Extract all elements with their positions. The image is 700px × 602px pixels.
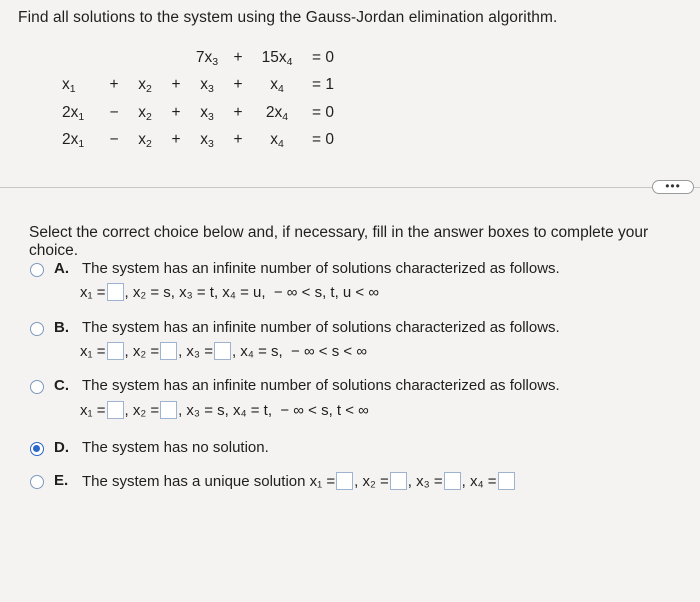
operator: + xyxy=(171,103,181,121)
term-x1: $x_1$ xyxy=(62,76,76,96)
choice-b-tail: , x₄ = s, − ∞ < s < ∞ xyxy=(231,342,368,360)
operator xyxy=(98,44,130,72)
choice-b-text: The system has an infinite number of solutions characterized as follows. xyxy=(82,319,560,336)
answer-box-e-x2[interactable] xyxy=(390,472,407,490)
question-text: Find all solutions to the system using the Gauss-Jordan elimination algorithm. xyxy=(18,9,558,26)
radio-d-selected[interactable] xyxy=(30,442,44,456)
operator: + xyxy=(233,103,243,121)
choice-c-tail: , x₃ = s, x₄ = t, − ∞ < s, t < ∞ xyxy=(178,401,369,419)
label-x1: x₁ = xyxy=(80,342,106,360)
answer-box-b-x2[interactable] xyxy=(160,342,177,360)
operator: + xyxy=(109,76,119,94)
term-x4: $x_4$ xyxy=(270,76,284,96)
label-x1: x₁ = xyxy=(80,283,106,301)
label-x2: , x₂ = xyxy=(354,472,389,490)
choice-e-letter: E. xyxy=(54,472,69,489)
choice-a-tail: , x₂ = s, x₃ = t, x₄ = u, − ∞ < s, t, u < ∞ xyxy=(124,283,380,301)
operator: + xyxy=(233,48,243,66)
equation-row xyxy=(56,99,362,127)
choice-c-expression xyxy=(80,401,369,419)
label-x3: , x₃ = xyxy=(178,342,213,360)
term-x1 xyxy=(56,44,98,72)
operator: + xyxy=(171,76,181,94)
choice-b-expression xyxy=(80,342,367,360)
label-x2: , x₂ = xyxy=(124,401,160,419)
radio-c[interactable] xyxy=(30,380,44,394)
radio-b[interactable] xyxy=(30,322,44,336)
choice-a-expression xyxy=(80,283,379,301)
answer-box-e-x1[interactable] xyxy=(336,472,353,490)
operator: + xyxy=(233,131,243,149)
label-x1: x₁ = xyxy=(80,401,106,419)
operator: − xyxy=(109,103,119,121)
term-x3: $7x_3$ xyxy=(195,48,219,68)
operator: + xyxy=(233,76,243,94)
instruction-text: Select the correct choice below and, if necessary, fill in the answer boxes to complete your choice. xyxy=(29,224,649,259)
answer-box-a-x1[interactable] xyxy=(107,283,124,301)
term-x2: $x_2$ xyxy=(138,131,152,151)
divider xyxy=(0,187,700,188)
answer-box-e-x4[interactable] xyxy=(498,472,515,490)
rhs: = 0 xyxy=(312,103,334,121)
term-x2 xyxy=(130,44,160,72)
equation-row xyxy=(56,72,362,100)
radio-e[interactable] xyxy=(30,475,44,489)
equation-row xyxy=(56,127,362,155)
rhs: = 0 xyxy=(312,48,334,66)
label-x2: , x₂ = xyxy=(124,342,160,360)
choice-d-text: The system has no solution. xyxy=(82,439,269,456)
choice-c-text: The system has an infinite number of solutions characterized as follows. xyxy=(82,377,560,394)
choice-a-letter: A. xyxy=(54,260,69,277)
equation-row xyxy=(56,44,362,72)
term-x4: $2x_4$ xyxy=(265,103,289,123)
choice-a-text: The system has an infinite number of solutions characterized as follows. xyxy=(82,260,560,277)
rhs: = 0 xyxy=(312,131,334,149)
operator: − xyxy=(109,131,119,149)
answer-box-e-x3[interactable] xyxy=(444,472,461,490)
choice-e-content xyxy=(82,472,516,490)
term-x1: $2x_1$ xyxy=(62,131,85,151)
choice-b-letter: B. xyxy=(54,319,69,336)
answer-box-c-x2[interactable] xyxy=(160,401,177,419)
choice-d-letter: D. xyxy=(54,439,69,456)
equation-system xyxy=(56,44,362,154)
choice-e-text: The system has a unique solution xyxy=(82,472,306,490)
label-x1: x₁ = xyxy=(309,472,336,490)
label-x4: , x₄ = xyxy=(461,472,497,490)
term-x4: $15x_4$ xyxy=(261,48,293,68)
rhs: = 1 xyxy=(312,76,334,94)
term-x3: $x_3$ xyxy=(200,131,214,151)
operator xyxy=(160,44,192,72)
answer-box-c-x1[interactable] xyxy=(107,401,124,419)
term-x2: $x_2$ xyxy=(138,76,152,96)
answer-box-b-x3[interactable] xyxy=(214,342,231,360)
term-x3: $x_3$ xyxy=(200,103,214,123)
term-x1: $2x_1$ xyxy=(62,103,85,123)
radio-a[interactable] xyxy=(30,263,44,277)
more-options-button[interactable]: ••• xyxy=(652,180,694,194)
operator: + xyxy=(171,131,181,149)
choice-c-letter: C. xyxy=(54,377,69,394)
term-x3: $x_3$ xyxy=(200,76,214,96)
answer-box-b-x1[interactable] xyxy=(107,342,124,360)
term-x2: $x_2$ xyxy=(138,103,152,123)
label-x3: , x₃ = xyxy=(407,472,443,490)
term-x4: $x_4$ xyxy=(270,131,284,151)
